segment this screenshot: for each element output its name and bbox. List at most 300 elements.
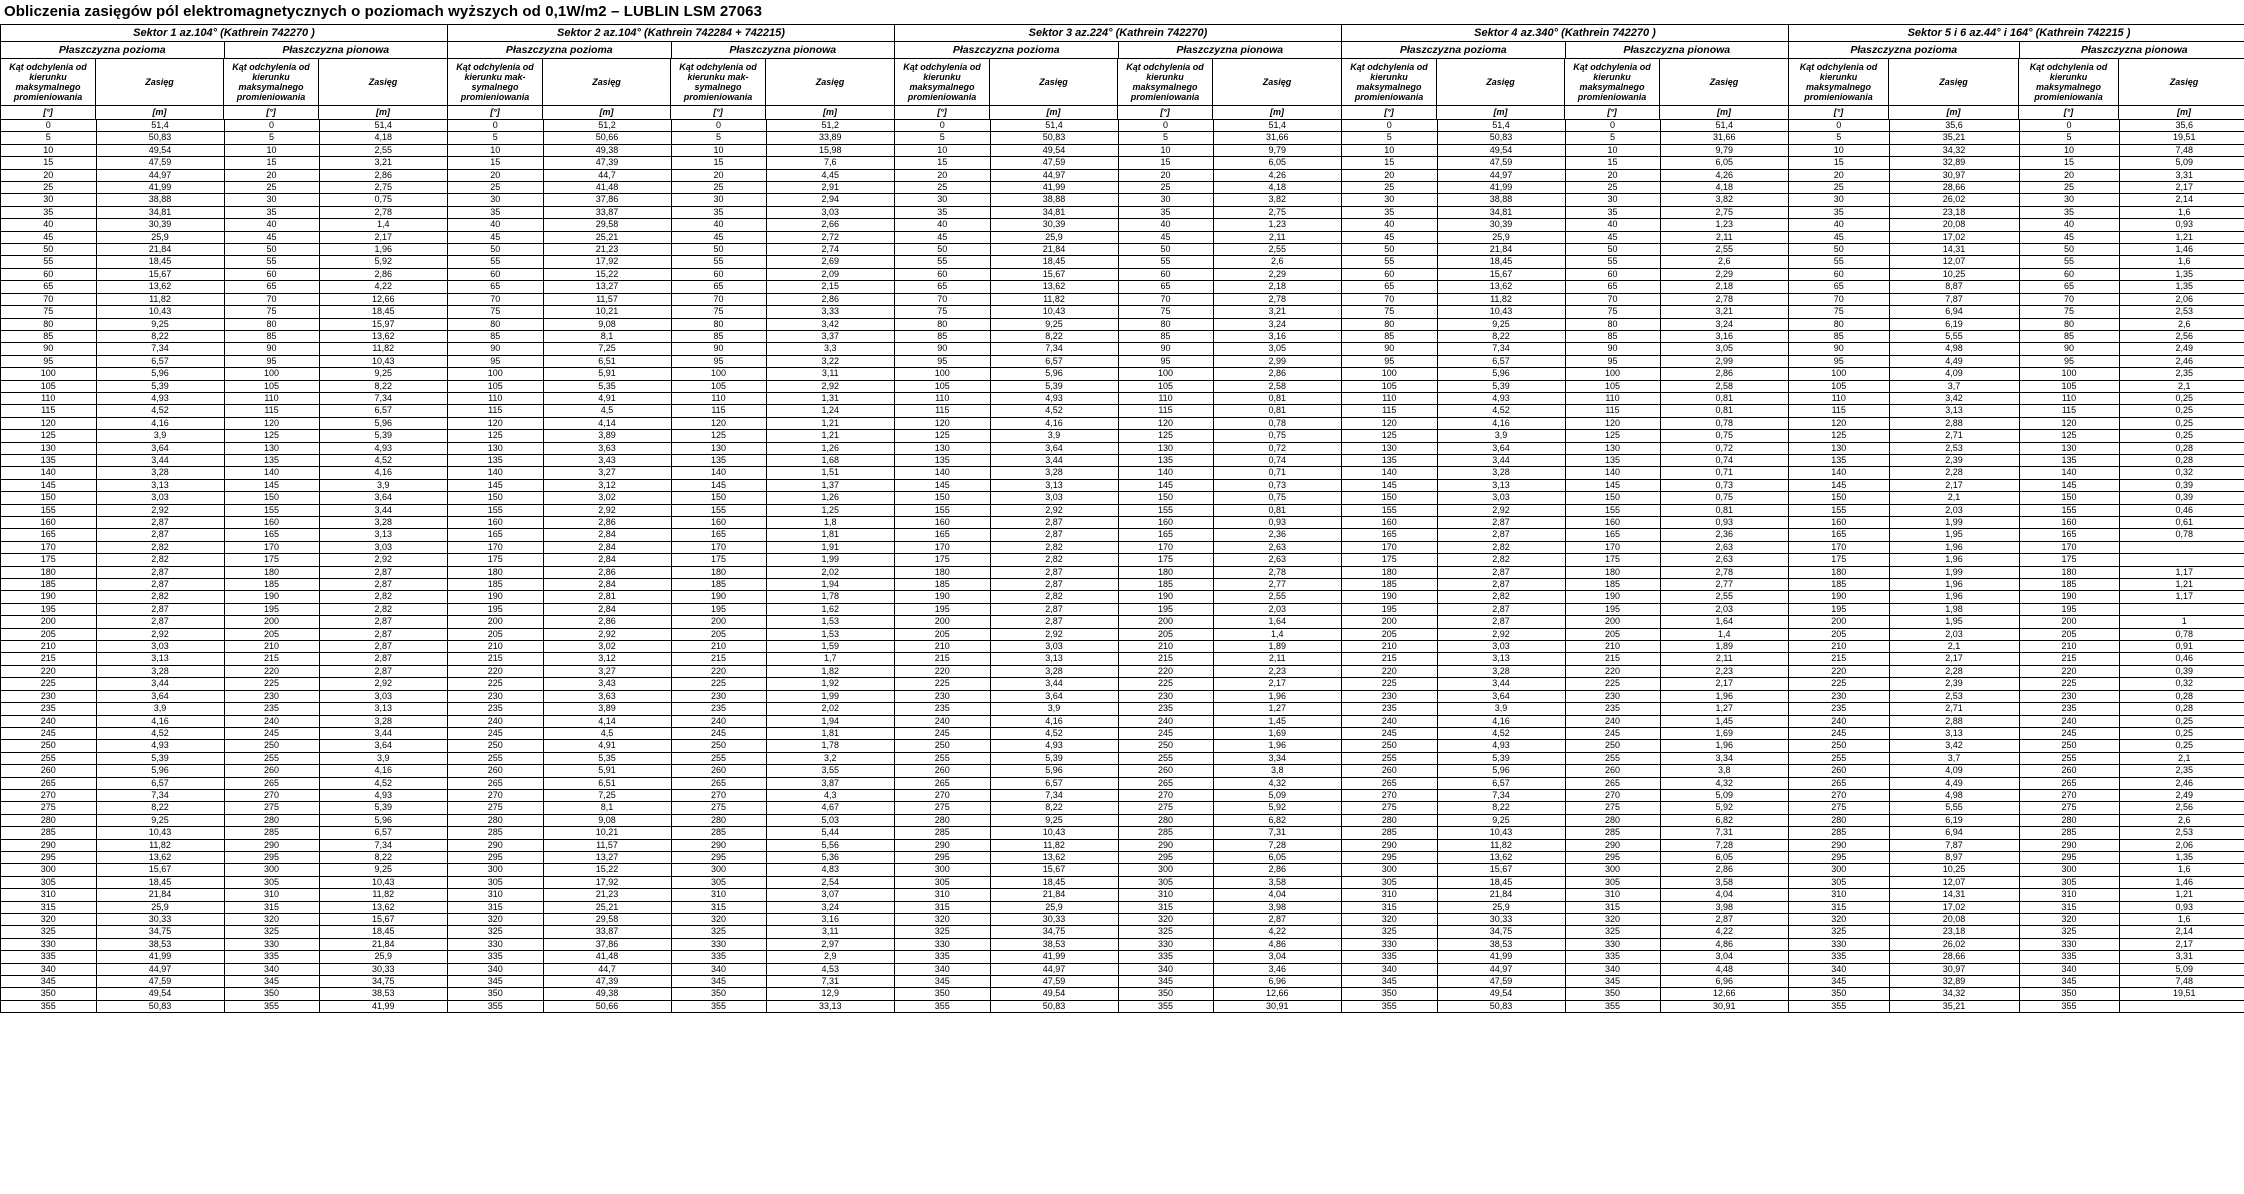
horizontal-range-cell: 47,39 — [543, 157, 671, 169]
horizontal-range-cell: 25,21 — [543, 901, 671, 913]
horizontal-angle-cell: 290 — [448, 839, 543, 851]
table-row — [895, 715, 1341, 727]
vertical-range-cell: 4,52 — [319, 777, 447, 789]
table-row — [448, 479, 894, 491]
horizontal-angle-cell: 145 — [895, 479, 990, 491]
vertical-range-cell: 3,16 — [1660, 330, 1788, 342]
vertical-range-cell: 8,22 — [319, 851, 447, 863]
vertical-range-cell: 2,63 — [1660, 541, 1788, 553]
horizontal-range-cell: 4,98 — [1889, 343, 2019, 355]
vertical-angle-cell: 80 — [671, 318, 766, 330]
vertical-range-cell: 9,79 — [1660, 144, 1788, 156]
horizontal-range-cell: 28,66 — [1889, 951, 2019, 963]
vertical-angle-cell: 300 — [1118, 864, 1213, 876]
horizontal-range-cell: 3,44 — [990, 678, 1118, 690]
horizontal-range-cell: 13,62 — [96, 281, 224, 293]
horizontal-range-cell: 50,83 — [96, 1000, 224, 1012]
vertical-range-cell: 2,63 — [1213, 554, 1341, 566]
horizontal-angle-cell: 190 — [895, 591, 990, 603]
horizontal-range-cell: 6,57 — [1437, 777, 1565, 789]
horizontal-angle-cell: 170 — [448, 541, 543, 553]
vertical-range-cell: 1,24 — [766, 405, 894, 417]
angle-column-header: Kąt odchylenia od kierunku mak- symalnego promieniowania — [448, 59, 543, 105]
vertical-angle-cell: 325 — [671, 926, 766, 938]
vertical-angle-cell: 40 — [1118, 219, 1213, 231]
vertical-angle-cell: 55 — [224, 256, 319, 268]
vertical-angle-cell: 15 — [2019, 157, 2119, 169]
table-row — [1789, 976, 2244, 988]
table-row — [895, 231, 1341, 243]
table-row — [895, 802, 1341, 814]
horizontal-range-cell: 9,25 — [990, 318, 1118, 330]
table-row — [1342, 467, 1788, 479]
vertical-range-cell: 2,63 — [1660, 554, 1788, 566]
horizontal-range-cell: 4,16 — [990, 417, 1118, 429]
vertical-angle-cell: 270 — [1565, 789, 1660, 801]
horizontal-range-cell: 7,34 — [1437, 343, 1565, 355]
table-row — [1, 268, 447, 280]
horizontal-range-cell: 50,83 — [1437, 132, 1565, 144]
vertical-angle-cell: 95 — [2019, 355, 2119, 367]
horizontal-range-cell: 3,64 — [1437, 442, 1565, 454]
vertical-range-cell: 33,13 — [818, 1000, 842, 1011]
horizontal-angle-cell: 310 — [1, 889, 96, 901]
vertical-angle-cell: 215 — [1118, 653, 1213, 665]
vertical-angle-cell: 165 — [1118, 529, 1213, 541]
horizontal-range-cell: 10,25 — [1889, 268, 2019, 280]
horizontal-range-cell: 1,95 — [1889, 529, 2019, 541]
horizontal-angle-cell: 10 — [1, 144, 96, 156]
vertical-range-cell: 2,1 — [2119, 380, 2244, 392]
horizontal-range-cell: 3,44 — [990, 454, 1118, 466]
vertical-angle-cell: 145 — [1565, 479, 1660, 491]
table-row — [1, 566, 447, 578]
horizontal-angle-cell: 120 — [1342, 417, 1437, 429]
horizontal-range-cell: 6,94 — [1889, 306, 2019, 318]
horizontal-angle-cell: 25 — [1789, 182, 1889, 194]
table-row — [1789, 355, 2244, 367]
horizontal-angle-cell: 330 — [1789, 938, 1889, 950]
vertical-range-cell: 3,8 — [1213, 765, 1341, 777]
vertical-angle-cell: 290 — [671, 839, 766, 851]
horizontal-angle-cell: 105 — [1789, 380, 1889, 392]
vertical-angle-cell: 125 — [671, 430, 766, 442]
horizontal-angle-cell: 305 — [448, 876, 543, 888]
table-row — [895, 541, 1341, 553]
range-column-header: Zasięg — [2169, 76, 2199, 87]
table-row — [1, 851, 447, 863]
horizontal-angle-cell: 355 — [1789, 1000, 1889, 1012]
table-row — [1789, 628, 2244, 640]
vertical-angle-cell: 320 — [2019, 914, 2119, 926]
table-row — [895, 206, 1341, 218]
table-row — [448, 777, 894, 789]
horizontal-range-cell: 7,34 — [96, 789, 224, 801]
table-row — [1, 628, 447, 640]
horizontal-angle-cell: 115 — [1342, 405, 1437, 417]
table-row — [448, 566, 894, 578]
vertical-angle-cell: 110 — [1565, 392, 1660, 404]
horizontal-angle-cell: 105 — [1342, 380, 1437, 392]
vertical-angle-cell: 155 — [224, 504, 319, 516]
table-row — [895, 405, 1341, 417]
vertical-range-cell: 6,05 — [1660, 851, 1788, 863]
horizontal-range-cell: 3,13 — [1437, 653, 1565, 665]
horizontal-range-cell: 11,82 — [96, 839, 224, 851]
horizontal-range-cell: 5,39 — [1437, 752, 1565, 764]
table-row — [1, 901, 447, 913]
horizontal-angle-cell: 145 — [1789, 479, 1889, 491]
vertical-angle-cell: 355 — [224, 1000, 319, 1012]
horizontal-range-cell: 4,91 — [543, 740, 671, 752]
horizontal-angle-cell: 275 — [448, 802, 543, 814]
horizontal-range-cell: 5,96 — [990, 368, 1118, 380]
horizontal-angle-cell: 325 — [1789, 926, 1889, 938]
table-row — [1342, 715, 1788, 727]
table-row — [1789, 417, 2244, 429]
vertical-angle-cell: 50 — [1565, 244, 1660, 256]
horizontal-angle-cell: 55 — [1, 256, 96, 268]
unit-label: [°] — [448, 106, 543, 119]
vertical-angle-cell: 190 — [2019, 591, 2119, 603]
horizontal-range-cell: 44,97 — [96, 169, 224, 181]
vertical-range-cell: 1,99 — [766, 554, 894, 566]
horizontal-range-cell: 18,45 — [96, 256, 224, 268]
vertical-angle-cell: 350 — [224, 988, 319, 1000]
horizontal-angle-cell: 345 — [448, 976, 543, 988]
vertical-range-cell: 2,74 — [766, 244, 894, 256]
vertical-range-cell: 30,33 — [319, 963, 447, 975]
horizontal-range-cell: 3,13 — [990, 653, 1118, 665]
vertical-angle-cell: 20 — [224, 169, 319, 181]
horizontal-range-cell: 30,39 — [1437, 219, 1565, 231]
vertical-range-cell: 2,55 — [319, 144, 447, 156]
vertical-range-cell: 2,54 — [766, 876, 894, 888]
vertical-angle-cell: 75 — [1565, 306, 1660, 318]
horizontal-range-cell: 10,43 — [990, 827, 1118, 839]
vertical-range-cell: 51,4 — [1660, 120, 1788, 132]
vertical-angle-cell: 200 — [671, 616, 766, 628]
vertical-range-cell: 1,4 — [1213, 628, 1341, 640]
vertical-range-cell: 3,04 — [1660, 951, 1788, 963]
vertical-angle-cell: 45 — [224, 231, 319, 243]
table-row — [1, 442, 447, 454]
vertical-range-cell: 1,35 — [2119, 268, 2244, 280]
table-row — [1789, 392, 2244, 404]
horizontal-angle-cell: 340 — [1342, 963, 1437, 975]
horizontal-range-cell: 33,87 — [543, 926, 671, 938]
horizontal-range-cell: 13,62 — [990, 851, 1118, 863]
vertical-range-cell: 2,6 — [2119, 814, 2244, 826]
table-row — [895, 963, 1341, 975]
horizontal-angle-cell: 355 — [448, 1000, 543, 1012]
horizontal-angle-cell: 185 — [1, 579, 96, 591]
vertical-range-cell: 1,96 — [1213, 740, 1341, 752]
horizontal-angle-cell: 335 — [1789, 951, 1889, 963]
vertical-range-cell: 5,09 — [2119, 963, 2244, 975]
table-row — [1, 864, 447, 876]
horizontal-angle-cell: 335 — [895, 951, 990, 963]
horizontal-range-cell: 44,97 — [96, 963, 224, 975]
vertical-range-cell: 1,21 — [2119, 231, 2244, 243]
horizontal-range-cell: 3,02 — [543, 492, 671, 504]
table-row — [1, 132, 447, 144]
horizontal-angle-cell: 150 — [895, 492, 990, 504]
vertical-range-cell: 0,71 — [1213, 467, 1341, 479]
vertical-range-cell: 2,92 — [319, 678, 447, 690]
horizontal-angle-cell: 110 — [448, 392, 543, 404]
horizontal-range-cell: 3,7 — [1889, 752, 2019, 764]
vertical-range-cell: 2,49 — [2119, 343, 2244, 355]
horizontal-angle-cell: 65 — [1789, 281, 1889, 293]
vertical-range-cell: 4,48 — [1660, 963, 1788, 975]
vertical-angle-cell: 130 — [671, 442, 766, 454]
horizontal-range-cell: 10,43 — [1437, 827, 1565, 839]
table-row — [1342, 988, 1788, 1000]
vertical-range-cell: 2,53 — [2119, 306, 2244, 318]
horizontal-angle-cell: 300 — [448, 864, 543, 876]
horizontal-range-cell: 2,92 — [96, 628, 224, 640]
horizontal-angle-cell: 110 — [1, 392, 96, 404]
horizontal-angle-cell: 0 — [1789, 120, 1889, 132]
table-row — [1342, 219, 1788, 231]
horizontal-angle-cell: 75 — [1, 306, 96, 318]
horizontal-range-cell: 15,67 — [1437, 864, 1565, 876]
vertical-angle-cell: 345 — [671, 976, 766, 988]
vertical-range-cell: 4,18 — [1213, 182, 1341, 194]
horizontal-angle-cell: 225 — [895, 678, 990, 690]
horizontal-angle-cell: 305 — [1342, 876, 1437, 888]
vertical-angle-cell: 325 — [224, 926, 319, 938]
horizontal-range-cell: 4,52 — [1437, 727, 1565, 739]
horizontal-angle-cell: 325 — [895, 926, 990, 938]
table-row — [1, 616, 447, 628]
horizontal-angle-cell: 290 — [1, 839, 96, 851]
vertical-range-cell: 3,37 — [766, 330, 894, 342]
horizontal-angle-cell: 295 — [1342, 851, 1437, 863]
vertical-angle-cell: 115 — [1118, 405, 1213, 417]
table-row — [448, 343, 894, 355]
table-row — [1789, 194, 2244, 206]
vertical-angle-cell: 5 — [224, 132, 319, 144]
horizontal-angle-cell: 125 — [1789, 430, 1889, 442]
horizontal-angle-cell: 185 — [895, 579, 990, 591]
table-row — [448, 914, 894, 926]
vertical-angle-cell: 25 — [1118, 182, 1213, 194]
horizontal-range-cell: 50,83 — [96, 132, 224, 144]
vertical-angle-cell: 160 — [2019, 517, 2119, 529]
horizontal-range-cell: 8,22 — [990, 802, 1118, 814]
vertical-range-cell: 3,64 — [319, 492, 447, 504]
table-row — [448, 1000, 894, 1012]
horizontal-angle-cell: 310 — [448, 889, 543, 901]
table-row — [1, 454, 447, 466]
horizontal-range-cell: 51,2 — [543, 120, 671, 132]
vertical-range-cell: 2,63 — [1213, 541, 1341, 553]
horizontal-range-cell: 23,18 — [1889, 926, 2019, 938]
vertical-range-cell: 1,6 — [2119, 864, 2244, 876]
horizontal-range-cell: 3,28 — [96, 467, 224, 479]
plane-horizontal-label: Płaszczyzna pozioma — [1789, 42, 2020, 58]
horizontal-angle-cell: 345 — [1789, 976, 1889, 988]
table-row — [1789, 777, 2244, 789]
vertical-range-cell: 3,87 — [766, 777, 894, 789]
sector-block — [1788, 24, 2244, 1013]
table-row — [1, 492, 447, 504]
vertical-angle-cell: 310 — [671, 889, 766, 901]
horizontal-angle-cell: 220 — [895, 665, 990, 677]
horizontal-range-cell: 41,99 — [96, 951, 224, 963]
table-row — [448, 876, 894, 888]
horizontal-angle-cell: 240 — [448, 715, 543, 727]
horizontal-range-cell: 5,39 — [1437, 380, 1565, 392]
vertical-range-cell: 2,99 — [1660, 355, 1788, 367]
horizontal-angle-cell: 5 — [1342, 132, 1437, 144]
horizontal-range-cell: 2,87 — [96, 529, 224, 541]
table-row — [448, 641, 894, 653]
vertical-range-cell: 0,72 — [1213, 442, 1341, 454]
sector-data-table — [1, 120, 447, 1012]
vertical-range-cell: 2,29 — [1660, 268, 1788, 280]
vertical-range-cell: 2,82 — [319, 591, 447, 603]
table-row — [1789, 665, 2244, 677]
horizontal-angle-cell: 195 — [895, 603, 990, 615]
table-row — [1342, 641, 1788, 653]
vertical-range-cell: 2,11 — [1660, 653, 1788, 665]
table-row — [895, 1000, 1341, 1012]
horizontal-range-cell: 9,25 — [96, 318, 224, 330]
vertical-angle-cell: 55 — [1565, 256, 1660, 268]
vertical-range-cell: 2,11 — [1660, 231, 1788, 243]
vertical-angle-cell: 170 — [1118, 541, 1213, 553]
vertical-range-cell: 1,94 — [766, 715, 894, 727]
table-row — [1789, 603, 2244, 615]
table-row — [1, 541, 447, 553]
vertical-range-cell: 33,89 — [766, 132, 894, 144]
horizontal-angle-cell: 190 — [448, 591, 543, 603]
vertical-angle-cell: 75 — [671, 306, 766, 318]
table-row — [1789, 901, 2244, 913]
horizontal-range-cell: 4,16 — [1437, 715, 1565, 727]
horizontal-angle-cell: 195 — [1789, 603, 1889, 615]
sector-title: Sektor 2 az.104° (Kathrein 742284 + 742215) — [448, 25, 894, 42]
horizontal-range-cell: 4,93 — [96, 392, 224, 404]
vertical-range-cell: 2,6 — [1213, 256, 1341, 268]
horizontal-range-cell: 35,21 — [1889, 1000, 2019, 1012]
horizontal-angle-cell: 155 — [1789, 504, 1889, 516]
table-row — [448, 169, 894, 181]
vertical-angle-cell: 310 — [1565, 889, 1660, 901]
horizontal-range-cell: 4,16 — [96, 715, 224, 727]
vertical-range-cell: 2,46 — [2119, 355, 2244, 367]
vertical-range-cell: 2,6 — [1660, 256, 1788, 268]
horizontal-range-cell: 10,21 — [543, 306, 671, 318]
vertical-angle-cell: 335 — [224, 951, 319, 963]
vertical-range-cell: 3,82 — [1213, 194, 1341, 206]
vertical-angle-cell: 150 — [2019, 492, 2119, 504]
vertical-angle-cell: 140 — [671, 467, 766, 479]
horizontal-range-cell: 13,27 — [543, 851, 671, 863]
vertical-range-cell: 1,35 — [2119, 281, 2244, 293]
vertical-range-cell: 1,23 — [1213, 219, 1341, 231]
vertical-range-cell: 4,22 — [319, 281, 447, 293]
vertical-angle-cell: 305 — [1118, 876, 1213, 888]
table-row — [1342, 616, 1788, 628]
vertical-angle-cell: 25 — [224, 182, 319, 194]
horizontal-angle-cell: 45 — [895, 231, 990, 243]
horizontal-range-cell: 2,87 — [96, 616, 224, 628]
table-row — [1789, 740, 2244, 752]
vertical-range-cell: 1,59 — [766, 641, 894, 653]
vertical-range-cell: 0,81 — [1660, 504, 1788, 516]
horizontal-angle-cell: 80 — [1789, 318, 1889, 330]
horizontal-angle-cell: 225 — [1, 678, 96, 690]
angle-column-header: Kąt odchylenia od kierunku maksymalnego promieniowania — [895, 59, 990, 105]
range-column-header: Zasięg — [1437, 59, 1565, 105]
horizontal-angle-cell: 185 — [1789, 579, 1889, 591]
vertical-angle-cell: 35 — [1565, 206, 1660, 218]
vertical-angle-cell: 350 — [1565, 988, 1660, 1000]
horizontal-angle-cell: 250 — [895, 740, 990, 752]
horizontal-range-cell: 1,99 — [1889, 517, 2019, 529]
vertical-range-cell: 6,57 — [319, 405, 447, 417]
horizontal-angle-cell: 190 — [1, 591, 96, 603]
horizontal-range-cell: 21,84 — [990, 889, 1118, 901]
horizontal-range-cell: 3,13 — [96, 479, 224, 491]
vertical-range-cell: 4,26 — [1213, 169, 1341, 181]
horizontal-angle-cell: 195 — [1342, 603, 1437, 615]
vertical-range-cell: 2,09 — [766, 268, 894, 280]
sector-block — [894, 24, 1341, 1013]
vertical-range-cell: 6,82 — [1213, 814, 1341, 826]
vertical-range-cell: 6,05 — [1213, 851, 1341, 863]
sector-title: Sektor 1 az.104° (Kathrein 742270 ) — [1, 25, 447, 42]
table-row — [1342, 529, 1788, 541]
vertical-angle-cell: 80 — [224, 318, 319, 330]
vertical-range-cell: 3,21 — [1660, 306, 1788, 318]
vertical-range-cell: 1,8 — [766, 517, 894, 529]
horizontal-range-cell: 2,84 — [543, 603, 671, 615]
horizontal-range-cell: 49,38 — [543, 144, 671, 156]
horizontal-angle-cell: 90 — [895, 343, 990, 355]
vertical-range-cell: 0,78 — [2119, 529, 2244, 541]
vertical-range-cell: 2,99 — [1213, 355, 1341, 367]
vertical-angle-cell: 65 — [1565, 281, 1660, 293]
vertical-range-cell: 2,36 — [1213, 529, 1341, 541]
horizontal-angle-cell: 325 — [448, 926, 543, 938]
vertical-range-cell: 2,55 — [1660, 244, 1788, 256]
horizontal-angle-cell: 280 — [1, 814, 96, 826]
vertical-angle-cell: 60 — [1565, 268, 1660, 280]
table-row — [448, 727, 894, 739]
vertical-angle-cell: 240 — [1565, 715, 1660, 727]
table-row — [448, 752, 894, 764]
table-row — [448, 504, 894, 516]
table-row — [1342, 442, 1788, 454]
horizontal-angle-cell: 210 — [1342, 641, 1437, 653]
vertical-angle-cell: 10 — [224, 144, 319, 156]
horizontal-range-cell: 37,86 — [543, 938, 671, 950]
table-row — [448, 355, 894, 367]
horizontal-angle-cell: 135 — [1, 454, 96, 466]
vertical-range-cell: 7,28 — [1213, 839, 1341, 851]
horizontal-range-cell: 2,87 — [1437, 566, 1565, 578]
table-row — [1, 430, 447, 442]
vertical-range-cell: 1,51 — [766, 467, 894, 479]
unit-label: [m] — [1889, 106, 2019, 119]
vertical-range-cell: 0,93 — [2119, 901, 2244, 913]
table-row — [1342, 839, 1788, 851]
